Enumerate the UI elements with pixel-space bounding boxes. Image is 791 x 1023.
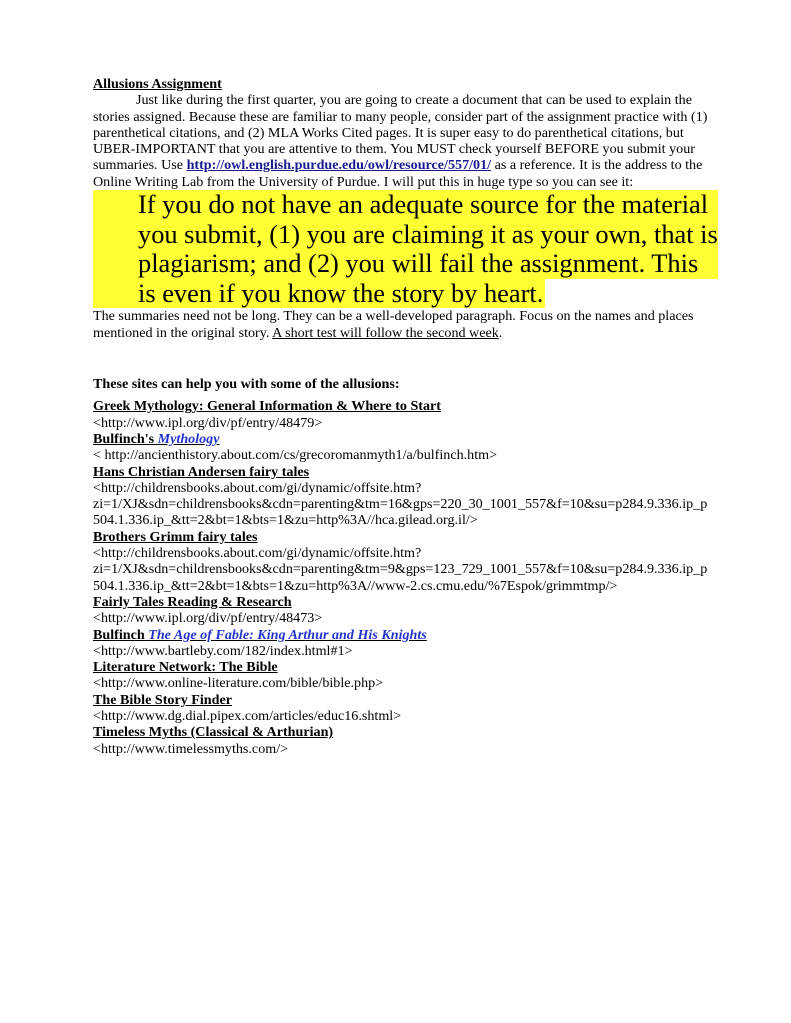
site-title[interactable] [93,659,718,675]
site-url: <http://www.online-literature.com/bible/bible.php> [93,675,384,692]
site-title-text: Brothers Grimm fairy tales [93,528,258,545]
site-title[interactable] [93,529,718,545]
site-title-text: Greek Mythology: General Information & Where to Start [93,398,441,415]
site-title[interactable] [93,464,718,480]
intro-text-continued: as a reference. It is the address to the Online Writing Lab from the University of Purdue. I will put this in huge type so you can see it: [93,157,703,190]
summary-text: The summaries need not be long. They can be a well-developed paragraph. Focus on the names and places mentioned in the original story. [93,308,694,341]
summary-paragraph [93,308,718,341]
site-url: <http://www.bartleby.com/182/index.html#1> [93,642,353,659]
owl-link[interactable]: http://owl.english.purdue.edu/owl/resource/557/01/ [186,157,492,174]
site-title-text: Timeless Myths (Classical & Arthurian) [93,724,334,741]
site-title-text: The Bible Story Finder [93,691,232,708]
site-title-link[interactable]: Mythology [157,430,220,447]
intro-text: Just like during the first quarter, you are going to create a document that can be used to explain the stories assigned. Because these are familiar to many people, consider part of the assignment practice with (1) parenthetical citations, and (2) MLA Works Cited pages. It is super easy to do parenthetical citations, but UBER-IMPORTANT that you are attentive to them. You MUST check yourself BEFORE you submit your summaries. Use [93,92,708,174]
site-url: < http://ancienthistory.about.com/cs/grecoromanmyth1/a/bulfinch.htm> [93,447,498,464]
plagiarism-warning [93,190,718,308]
site-title[interactable] [93,398,718,414]
site-url: zi=1/XJ&sdn=childrensbooks&cdn=parenting&tm=16&gps=220_30_1001_557&f=10&su=p284.9.336.ip_p [93,496,708,513]
test-notice-end: . [498,324,503,341]
warning-line: is even if you know the story by heart. [93,279,545,309]
site-url: <http://www.timelessmyths.com/> [93,740,289,757]
site-url: <http://www.ipl.org/div/pf/entry/48473> [93,610,323,627]
warning-line: you submit, (1) you are claiming it as your own, that is [93,220,718,250]
site-url: 504.1.336.ip_&tt=2&bt=1&bts=1&zu=http%3A//www-2.cs.cmu.edu/%7Espok/grimmtmp/> [93,577,618,594]
site-url: <http://childrensbooks.about.com/gi/dynamic/offsite.htm? [93,545,422,562]
assignment-title: Allusions Assignment [93,76,222,92]
site-title-text: Hans Christian Andersen fairy tales [93,463,310,480]
site-title[interactable] [93,627,718,643]
intro-paragraph [93,92,718,190]
document-page [93,76,718,757]
site-url: 504.1.336.ip_&tt=2&bt=1&bts=1&zu=http%3A//hca.gilead.org.il/> [93,512,478,529]
sites-heading: These sites can help you with some of the allusions: [93,376,400,393]
site-url: zi=1/XJ&sdn=childrensbooks&cdn=parenting&tm=9&gps=123_729_1001_557&f=10&su=p284.9.336.ip_p [93,561,708,578]
site-title[interactable] [93,431,718,447]
site-title[interactable] [93,724,718,740]
site-title-link[interactable]: The Age of Fable: King Arthur and His Knights [148,626,427,643]
warning-line: If you do not have an adequate source for the material [93,190,718,220]
site-title[interactable] [93,692,718,708]
site-title-text: Bulfinch's [93,430,158,447]
sites-list [93,398,718,757]
test-notice: A short test will follow the second week [272,324,499,341]
site-title-text: Fairly Tales Reading & Research [93,593,292,610]
warning-line: plagiarism; and (2) you will fail the assignment. This [93,249,718,279]
site-url: <http://childrensbooks.about.com/gi/dynamic/offsite.htm? [93,479,422,496]
site-url: <http://www.ipl.org/div/pf/entry/48479> [93,414,323,431]
site-title-text: Bulfinch [93,626,149,643]
site-title-text: Literature Network: The Bible [93,659,278,676]
site-title[interactable] [93,594,718,610]
site-url: <http://www.dg.dial.pipex.com/articles/educ16.shtml> [93,707,402,724]
